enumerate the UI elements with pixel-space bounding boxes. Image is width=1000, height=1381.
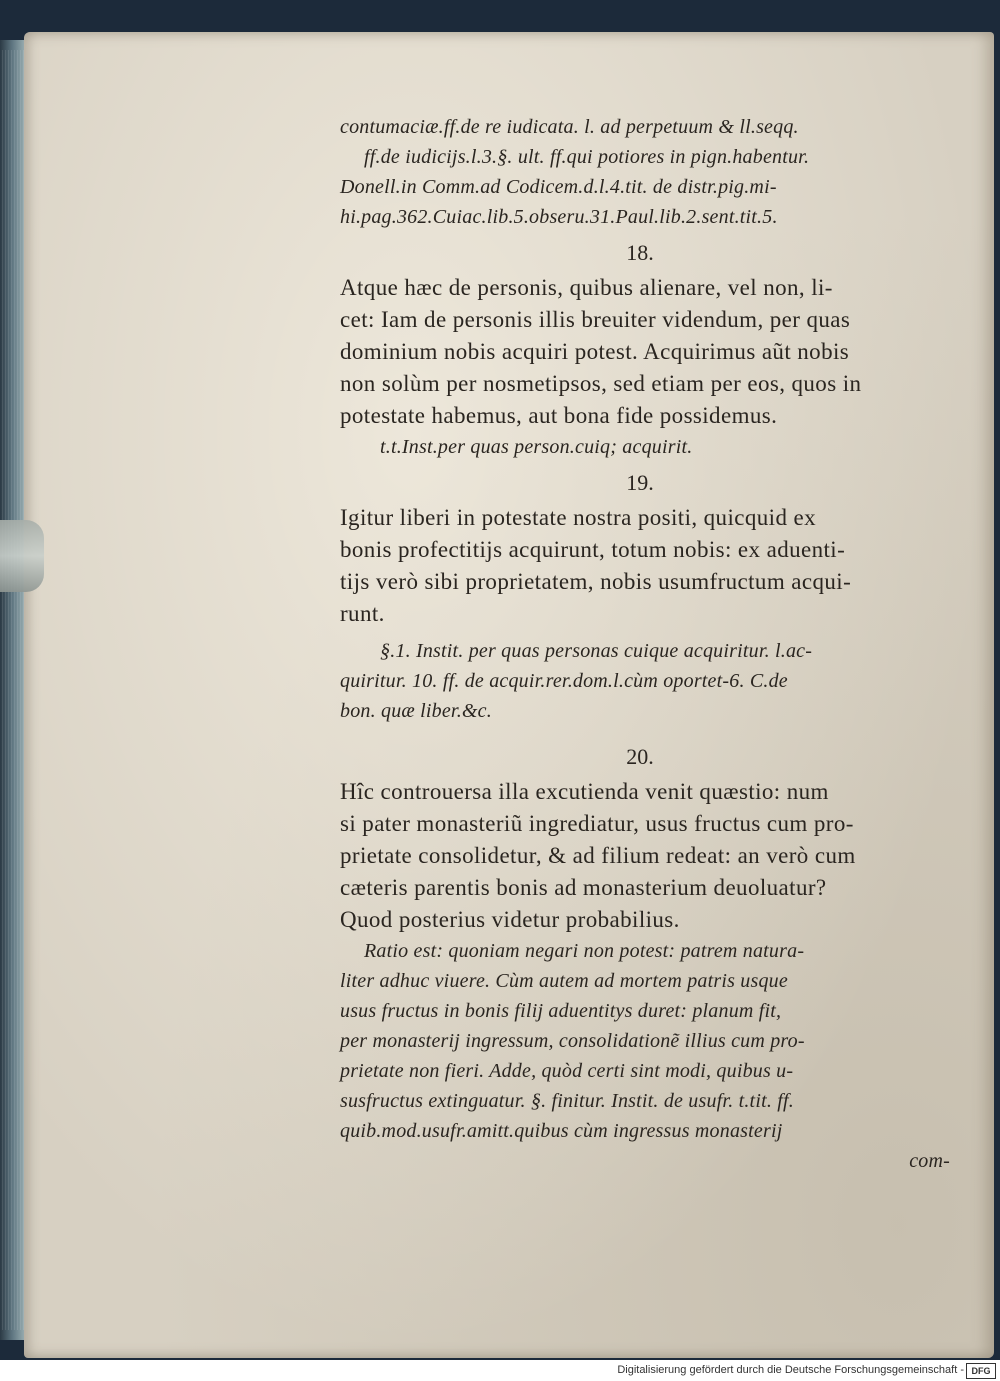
page-tab-marker [0,520,44,592]
dfg-logo: DFG [966,1363,996,1379]
text-line: Atque hæc de personis, quibus alienare, vel non, li- [340,275,833,300]
footer-bar [0,1360,1000,1381]
text-line: tijs verò sibi proprietatem, nobis usumfructum acqui- [340,569,852,594]
text-line: prietate non fieri. Adde, quòd certi sint modi, quibus u- [340,1060,794,1082]
text-line: ff.de iudicijs.l.3.§. ult. ff.qui potiores in pign.habentur. [364,146,810,168]
citation-line: bon. quæ liber.&c. [340,700,492,722]
text-line: prietate consolidetur, & ad filium redeat: an verò cum [340,843,856,868]
text-line: cet: Iam de personis illis breuiter videndum, per quas [340,307,851,332]
text-line: usus fructus in bonis filij aduentitys duret: planum fit, [340,1000,782,1022]
page-text [340,112,960,1176]
text-line: runt. [340,601,385,626]
text-line: liter adhuc viuere. Cùm autem ad mortem patris usque [340,970,788,992]
section-number-18: 18. [626,240,654,265]
text-line: bonis profectitijs acquirunt, totum nobis: ex aduenti- [340,537,846,562]
catchword: com- [909,1150,950,1172]
text-line: Quod posterius videtur probabilius. [340,907,680,932]
section-number-19: 19. [626,470,654,495]
citation-line: t.t.Inst.per quas person.cuiq; acquirit. [380,436,693,458]
text-line: Igitur liberi in potestate nostra positi, quicquid ex [340,505,816,530]
text-line: Donell.in Comm.ad Codicem.d.l.4.tit. de distr.pig.mi- [340,176,777,198]
funding-notice: Digitalisierung gefördert durch die Deutsche Forschungsgemeinschaft - [617,1364,964,1376]
page-edge-lines [2,50,26,1330]
text-line: non solùm per nosmetipsos, sed etiam per eos, quos in [340,371,862,396]
text-line: contumaciæ.ff.de re iudicata. l. ad perpetuum & ll.seqq. [340,116,799,138]
text-line: susfructus extinguatur. §. finitur. Instit. de usufr. t.tit. ff. [340,1090,794,1112]
text-line: Hîc controuersa illa excutienda venit quæstio: num [340,779,829,804]
citation-line: quiritur. 10. ff. de acquir.rer.dom.l.cùm oportet-6. C.de [340,670,788,692]
text-line: quib.mod.usufr.amitt.quibus cùm ingressus monasterij [340,1120,783,1142]
text-line: cæteris parentis bonis ad monasterium deuoluatur? [340,875,827,900]
text-line: per monasterij ingressum, consolidationẽ illius cum pro- [340,1030,805,1052]
text-line: potestate habemus, aut bona fide possidemus. [340,403,778,428]
text-line: hi.pag.362.Cuiac.lib.5.obseru.31.Paul.lib.2.sent.tit.5. [340,206,778,228]
text-line: dominium nobis acquiri potest. Acquirimus aũt nobis [340,339,850,364]
text-line: Ratio est: quoniam negari non potest: patrem natura- [364,940,805,962]
section-number-20: 20. [626,744,654,769]
text-line: si pater monasteriũ ingrediatur, usus fructus cum pro- [340,811,854,836]
citation-line: §.1. Instit. per quas personas cuique acquiritur. l.ac- [380,640,813,662]
